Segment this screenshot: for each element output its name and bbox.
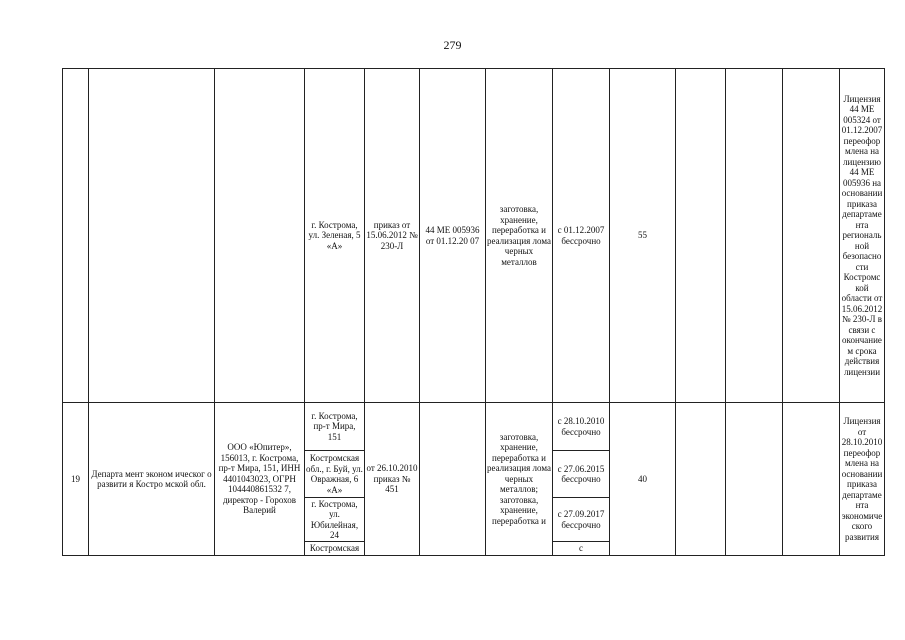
cell-empty — [676, 69, 726, 403]
cell-address: Костромская обл., г. Буй, ул. Овражная, 6 «А» — [305, 451, 365, 498]
table-row — [63, 69, 885, 403]
cell-authority: Департа мент эконом ическог о развити я Костро мской обл. — [89, 403, 215, 556]
cell-validity: с 27.06.2015 бессрочно — [553, 451, 610, 498]
cell-address: Костромская — [305, 542, 365, 556]
page-number: 279 — [443, 38, 462, 52]
cell-note: Лицензия от 28.10.2010 переофор млена на основании приказа департаме нта экономиче ского развития — [840, 403, 885, 556]
cell-address: г. Кострома, пр-т Мира, 151 — [305, 403, 365, 451]
cell-note: Лицензия 44 МЕ 005324 от 01.12.2007 переофор млена на лицензию 44 МЕ 005936 на основании приказа департаме нта региональ ной безопасно сти Костромс кой области от 15.06.2012 № 230-Л в связи с окончание м срока действия лицензии — [840, 69, 885, 403]
cell-empty — [676, 403, 726, 556]
cell-address: г. Кострома, ул. Юбилейная, 24 — [305, 498, 365, 542]
cell-order: от 26.10.2010 приказ № 451 — [365, 403, 420, 556]
cell-num: 19 — [63, 403, 89, 556]
cell-activity: заготовка, хранение, переработка и реализация лома черных металлов — [486, 69, 553, 403]
register-table — [62, 68, 885, 556]
cell-validity: с 27.09.2017 бессрочно — [553, 498, 610, 542]
cell-empty — [726, 69, 783, 403]
table-row — [63, 403, 885, 451]
cell-empty — [783, 69, 840, 403]
cell-license — [420, 403, 486, 556]
cell-empty — [783, 403, 840, 556]
cell-address: г. Кострома, ул. Зеленая, 5 «А» — [305, 69, 365, 403]
cell-license: 44 МЕ 005936 от 01.12.20 07 — [420, 69, 486, 403]
cell-count: 40 — [610, 403, 676, 556]
cell-validity: с 01.12.2007 бессрочно — [553, 69, 610, 403]
cell-validity: с 28.10.2010 бессрочно — [553, 403, 610, 451]
cell-empty — [726, 403, 783, 556]
cell-num — [63, 69, 89, 403]
cell-activity: заготовка, хранение, переработка и реализация лома черных металлов; заготовка, хранение, переработка и — [486, 403, 553, 556]
cell-authority — [89, 69, 215, 403]
cell-count: 55 — [610, 69, 676, 403]
cell-org: ООО «Юпитер», 156013, г. Кострома, пр-т Мира, 151, ИНН 4401043023, ОГРН 104440861532 7, директор - Горохов Валерий — [215, 403, 305, 556]
cell-order: приказ от 15.06.2012 № 230-Л — [365, 69, 420, 403]
cell-org — [215, 69, 305, 403]
cell-validity: с — [553, 542, 610, 556]
